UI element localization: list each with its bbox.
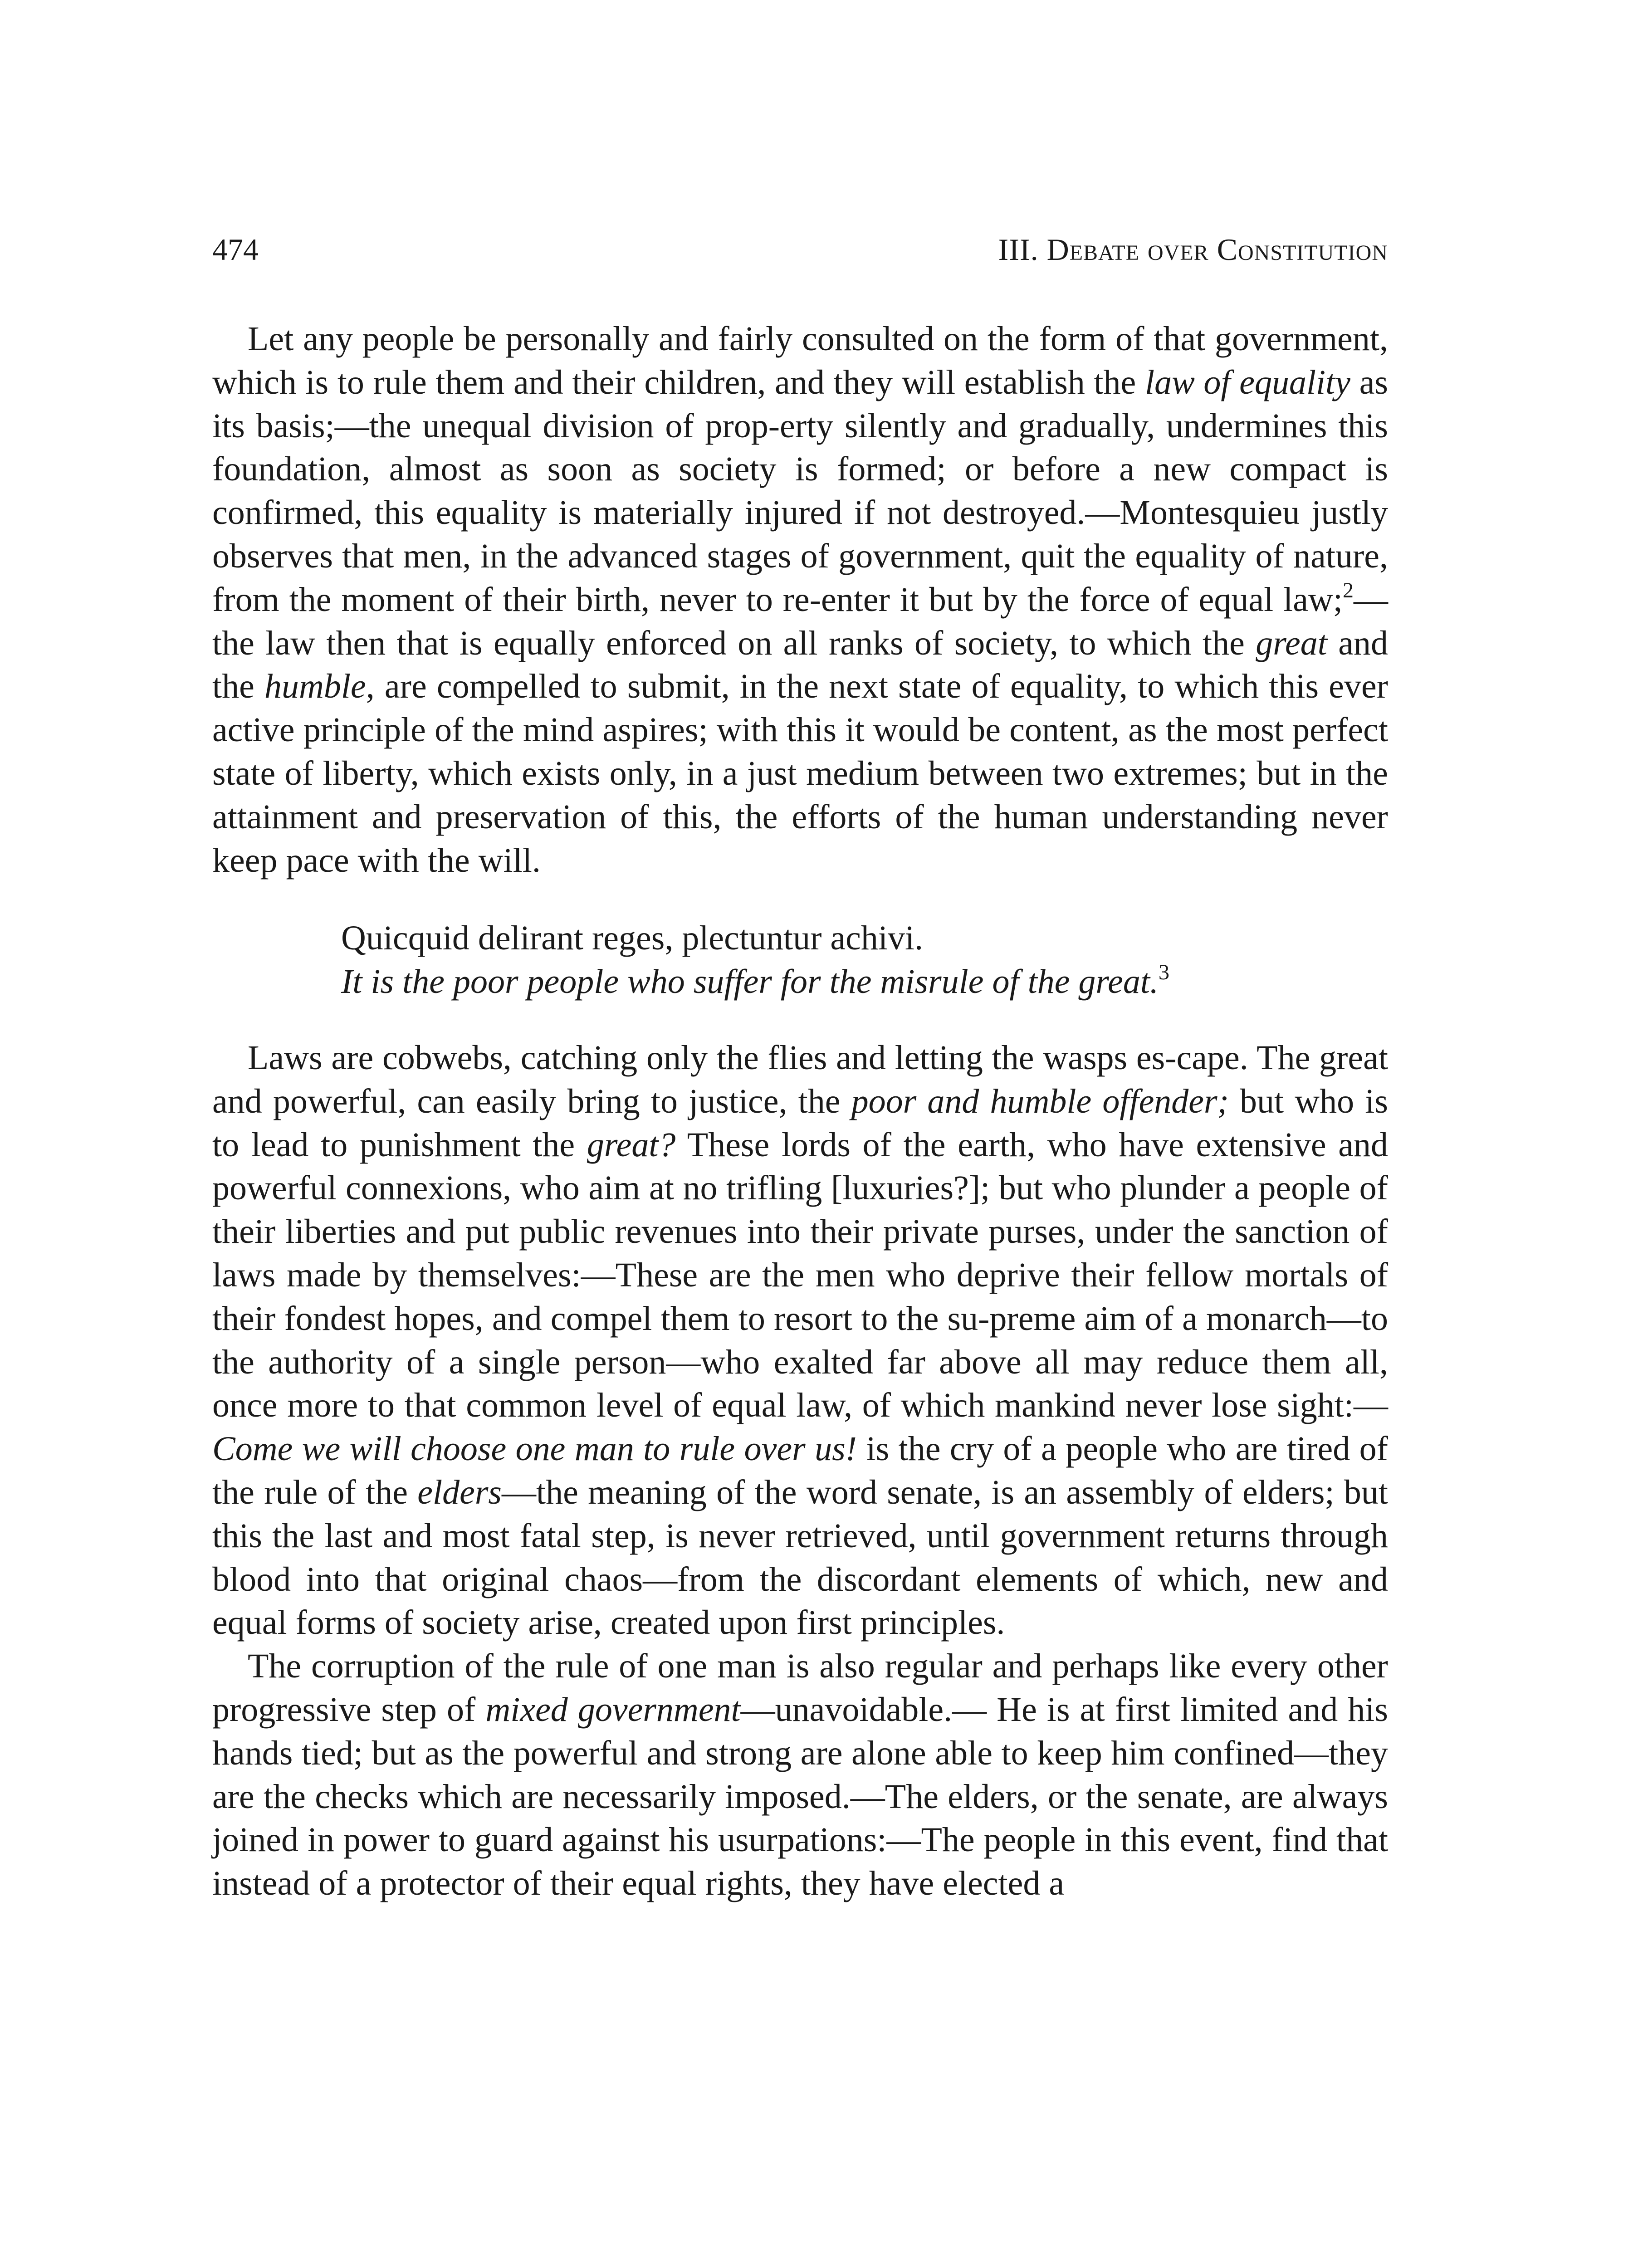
- text-run: The corruption of the rule of one man is also regular and perhaps like every other progressive step of: [212, 1647, 1388, 1729]
- page-number: 474: [212, 232, 259, 267]
- text-run: is the cry of a people who are tired of the rule of the: [212, 1430, 1388, 1511]
- text-run: as its basis;—the unequal division of prop-erty silently and gradually, undermines this foundation, almost as soon as society is formed; or before a new compact is confirmed, this equality is materially injured if not destroyed.—Montesquieu justly observes that men, in the advanced stages of government, quit the equality of nature, from the moment of their birth, never to re-enter it but by the force of equal law;: [212, 363, 1389, 619]
- block-quotation: [341, 917, 1388, 1004]
- text-run: , are compelled to submit, in the next state of equality, to which this ever active principle of the mind aspires; with this it would be content, as the most perfect state of liberty, which exists only, in a just medium between two extremes; but in the attainment and preservation of this, the efforts of the human understanding never keep pace with the will.: [212, 667, 1388, 880]
- text-run: and the: [212, 624, 1389, 706]
- footnote-marker: 3: [1159, 960, 1170, 985]
- running-head: [212, 229, 1388, 270]
- translation-text: It is the poor people who suffer for the misrule of the great.: [341, 963, 1159, 1001]
- text-run: —the meaning of the word senate, is an assembly of elders; but this the last and most fatal step, is never retrieved, until government returns through blood into that original chaos—from the discordant elements of which, new and equal forms of society arise, created upon first principles.: [212, 1473, 1388, 1642]
- text-run: but who is to lead to punishment the: [212, 1082, 1389, 1164]
- quote-translation: [341, 960, 1388, 1004]
- text-run: These lords of the earth, who have extensive and powerful connexions, who aim at no trifling [luxuries?]; but who plunder a people of their liberties and put public revenues into their private purses, under the sanction of laws made by themselves:—These are the men who deprive their fellow mortals of their fondest hopes, and compel them to resort to the su-preme aim of a monarch—to the authority of a single person—who exalted far above all may reduce them all, once more to that common level of equal law, of which mankind never lose sight:—: [212, 1125, 1388, 1425]
- paragraph-3: [212, 1645, 1388, 1906]
- italic-run: poor and humble offender;: [851, 1082, 1229, 1120]
- text-run: Laws are cobwebs, catching only the flies and letting the wasps es-cape. The great and powerful, can easily bring to justice, the: [212, 1038, 1388, 1120]
- italic-run: Come we will choose one man to rule over us!: [212, 1430, 857, 1468]
- body-text: [212, 318, 1388, 1906]
- latin-quote: Quicquid delirant reges, plectuntur achivi.: [341, 919, 924, 958]
- text-run: —the law then that is equally enforced on all ranks of society, to which the: [212, 580, 1388, 662]
- running-title: III. Debate over Constitution: [998, 232, 1388, 267]
- text-run: —unavoidable.— He is at first limited and his hands tied; but as the powerful and strong are alone able to keep him confined—they are the checks which are necessarily imposed.—The elders, or the senate, are always joined in power to guard against his usurpations:—The people in this event, find that instead of a protector of their equal rights, they have elected a: [212, 1690, 1388, 1903]
- italic-run: great?: [587, 1125, 676, 1164]
- italic-run: mixed government: [485, 1690, 741, 1729]
- paragraph-2: [212, 1036, 1388, 1645]
- italic-run: law of equality: [1144, 363, 1351, 401]
- italic-run: humble: [264, 667, 366, 706]
- italic-run: elders: [417, 1473, 502, 1511]
- footnote-marker: 2: [1343, 578, 1354, 602]
- text-run: Let any people be personally and fairly consulted on the form of that government, which is to rule them and their children, and they will establish the: [212, 320, 1388, 401]
- italic-run: great: [1256, 624, 1327, 662]
- paragraph-1: [212, 318, 1388, 882]
